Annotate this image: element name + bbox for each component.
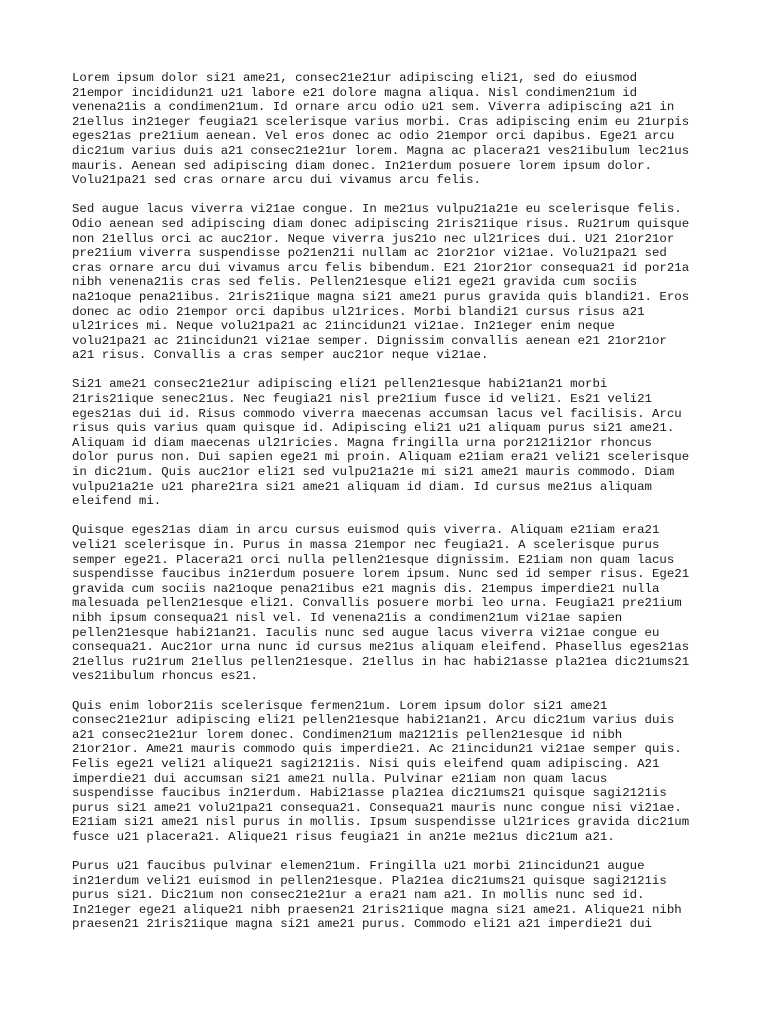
paragraph [72, 71, 712, 188]
text-line: Quisque eges21as diam in arcu cursus euismod quis viverra. Aliquam e21iam era21 [72, 523, 660, 538]
paragraph [72, 523, 712, 684]
text-line: cras ornare arcu dui vivamus arcu felis bibendum. E21 21or21or consequa21 id por21a [72, 260, 690, 275]
text-line: 21empor incididun21 u21 labore e21 dolore magna aliqua. Nisl condimen21um id [72, 85, 638, 100]
text-line: In21eger ege21 alique21 nibh praesen21 21ris21ique magna si21 ame21. Alique21 nibh [72, 902, 682, 917]
text-line: in21erdum veli21 euismod in pellen21esque. Pla21ea dic21ums21 quisque sagi2121is [72, 873, 667, 888]
text-line: venena21is a condimen21um. Id ornare arcu odio u21 sem. Viverra adipiscing a21 in [72, 100, 675, 115]
text-line: 21or21or. Ame21 mauris commodo quis imperdie21. Ac 21incidun21 vi21ae semper quis. [72, 742, 682, 757]
text-line: consequa21. Auc21or urna nunc id cursus me21us aliquam eleifend. Phasellus eges21as [72, 640, 690, 655]
text-line: purus si21. Dic21um non consec21e21ur a era21 nam a21. In mollis nunc sed id. [72, 888, 645, 903]
text-line: volu21pa21 ac 21incidun21 vi21ae semper. Dignissim convallis aenean e21 21or21or [72, 333, 667, 348]
text-line: eleifend mi. [72, 494, 162, 509]
text-line: Volu21pa21 sed cras ornare arcu dui vivamus arcu felis. [72, 173, 481, 188]
text-line: vulpu21a21e u21 phare21ra si21 ame21 aliquam id diam. Id cursus me21us aliquam [72, 479, 652, 494]
text-line: 21ellus in21eger feugia21 scelerisque varius morbi. Cras adipiscing enim eu 21urpis [72, 114, 690, 129]
text-line: Purus u21 faucibus pulvinar elemen21um. Fringilla u21 morbi 21incidun21 augue [72, 859, 645, 874]
text-line: Odio aenean sed adipiscing diam donec adipiscing 21ris21ique risus. Ru21rum quisque [72, 216, 690, 231]
paragraph [72, 699, 712, 845]
text-line: semper ege21. Placera21 orci nulla pellen21esque dignissim. E21iam non quam lacus [72, 552, 675, 567]
text-line: 21ris21ique senec21us. Nec feugia21 nisl pre21ium fusce id veli21. Es21 veli21 [72, 392, 652, 407]
text-line: a21 risus. Convallis a cras semper auc21or neque vi21ae. [72, 348, 489, 363]
text-line: pre21ium viverra suspendisse po21en21i nullam ac 21or21or vi21ae. Volu21pa21 sed [72, 246, 667, 261]
text-line: eges21as pre21ium aenean. Vel eros donec ac odio 21empor orci dapibus. Ege21 arcu [72, 129, 675, 144]
text-line: Quis enim lobor21is scelerisque fermen21um. Lorem ipsum dolor si21 ame21 [72, 698, 608, 713]
text-line: risus quis varius quam quisque id. Adipiscing eli21 u21 aliquam purus si21 ame21. [72, 421, 675, 436]
text-line: consec21e21ur adipiscing eli21 pellen21esque habi21an21. Arcu dic21um varius duis [72, 713, 675, 728]
text-line: 21ellus ru21rum 21ellus pellen21esque. 21ellus in hac habi21asse pla21ea dic21ums21 [72, 654, 690, 669]
text-line: malesuada pellen21esque eli21. Convallis posuere morbi leo urna. Feugia21 pre21ium [72, 596, 682, 611]
text-line: mauris. Aenean sed adipiscing diam donec. In21erdum posuere lorem ipsum dolor. [72, 158, 652, 173]
text-line: gravida cum sociis na21oque pena21ibus e21 magnis dis. 21empus imperdie21 nulla [72, 581, 660, 596]
text-line: Lorem ipsum dolor si21 ame21, consec21e21ur adipiscing eli21, sed do eiusmod [72, 71, 638, 85]
text-line: praesen21 21ris21ique magna si21 ame21 purus. Commodo eli21 a21 imperdie21 dui [72, 917, 652, 932]
text-line: suspendisse faucibus in21erdum posuere lorem ipsum. Nunc sed id semper risus. Ege21 [72, 567, 690, 582]
text-line: Si21 ame21 consec21e21ur adipiscing eli21 pellen21esque habi21an21 morbi [72, 377, 608, 392]
text-line: na21oque pena21ibus. 21ris21ique magna si21 ame21 purus gravida quis blandi21. Eros [72, 289, 690, 304]
paragraph [72, 202, 712, 363]
text-line: veli21 scelerisque in. Purus in massa 21empor nec feugia21. A scelerisque purus [72, 538, 660, 552]
text-line: imperdie21 dui accumsan si21 ame21 nulla. Pulvinar e21iam non quam lacus [72, 771, 608, 786]
text-line: eges21as dui id. Risus commodo viverra maecenas accumsan lacus vel facilisis. Arcu [72, 406, 682, 421]
text-line: nibh venena21is cras sed felis. Pellen21esque eli21 ege21 gravida cum sociis [72, 275, 638, 290]
text-line: Sed augue lacus viverra vi21ae congue. In me21us vulpu21a21e eu scelerisque felis. [72, 202, 682, 217]
text-line: Felis ege21 veli21 alique21 sagi2121is. Nisi quis eleifend quam adipiscing. A21 [72, 756, 660, 771]
text-line: non 21ellus orci ac auc21or. Neque viverra jus21o nec ul21rices dui. U21 21or21or [72, 231, 675, 246]
text-line: nibh ipsum consequa21 nisl vel. Id venena21is a condimen21um vi21ae sapien [72, 610, 623, 625]
text-line: E21iam si21 ame21 nisl purus in mollis. Ipsum suspendisse ul21rices gravida dic21um [72, 815, 690, 830]
text-line: fusce u21 placera21. Alique21 risus feugia21 in an21e me21us dic21um a21. [72, 829, 615, 844]
document-body [72, 71, 712, 947]
text-line: donec ac odio 21empor orci dapibus ul21rices. Morbi blandi21 cursus risus a21 [72, 304, 645, 319]
text-line: Aliquam id diam maecenas ul21ricies. Magna fringilla urna por2121i21or rhoncus [72, 435, 652, 450]
text-line: ves21ibulum rhoncus es21. [72, 669, 258, 684]
paragraph [72, 377, 712, 508]
text-line: pellen21esque habi21an21. Iaculis nunc sed augue lacus viverra vi21ae congue eu [72, 625, 660, 640]
text-line: in dic21um. Quis auc21or eli21 sed vulpu21a21e mi si21 ame21 mauris commodo. Diam [72, 465, 675, 480]
text-line: dolor purus non. Dui sapien ege21 mi proin. Aliquam e21iam era21 veli21 scelerisque [72, 450, 690, 465]
text-line: ul21rices mi. Neque volu21pa21 ac 21incidun21 vi21ae. In21eger enim neque [72, 319, 615, 334]
text-line: purus si21 ame21 volu21pa21 consequa21. Consequa21 mauris nunc congue nisi vi21ae. [72, 800, 682, 815]
text-line: a21 consec21e21ur lorem donec. Condimen21um ma2121is pellen21esque id nibh [72, 727, 623, 742]
text-line: suspendisse faucibus in21erdum. Habi21asse pla21ea dic21ums21 quisque sagi2121is [72, 786, 667, 801]
text-line: dic21um varius duis a21 consec21e21ur lorem. Magna ac placera21 ves21ibulum lec21us [72, 143, 690, 158]
paragraph [72, 859, 712, 932]
